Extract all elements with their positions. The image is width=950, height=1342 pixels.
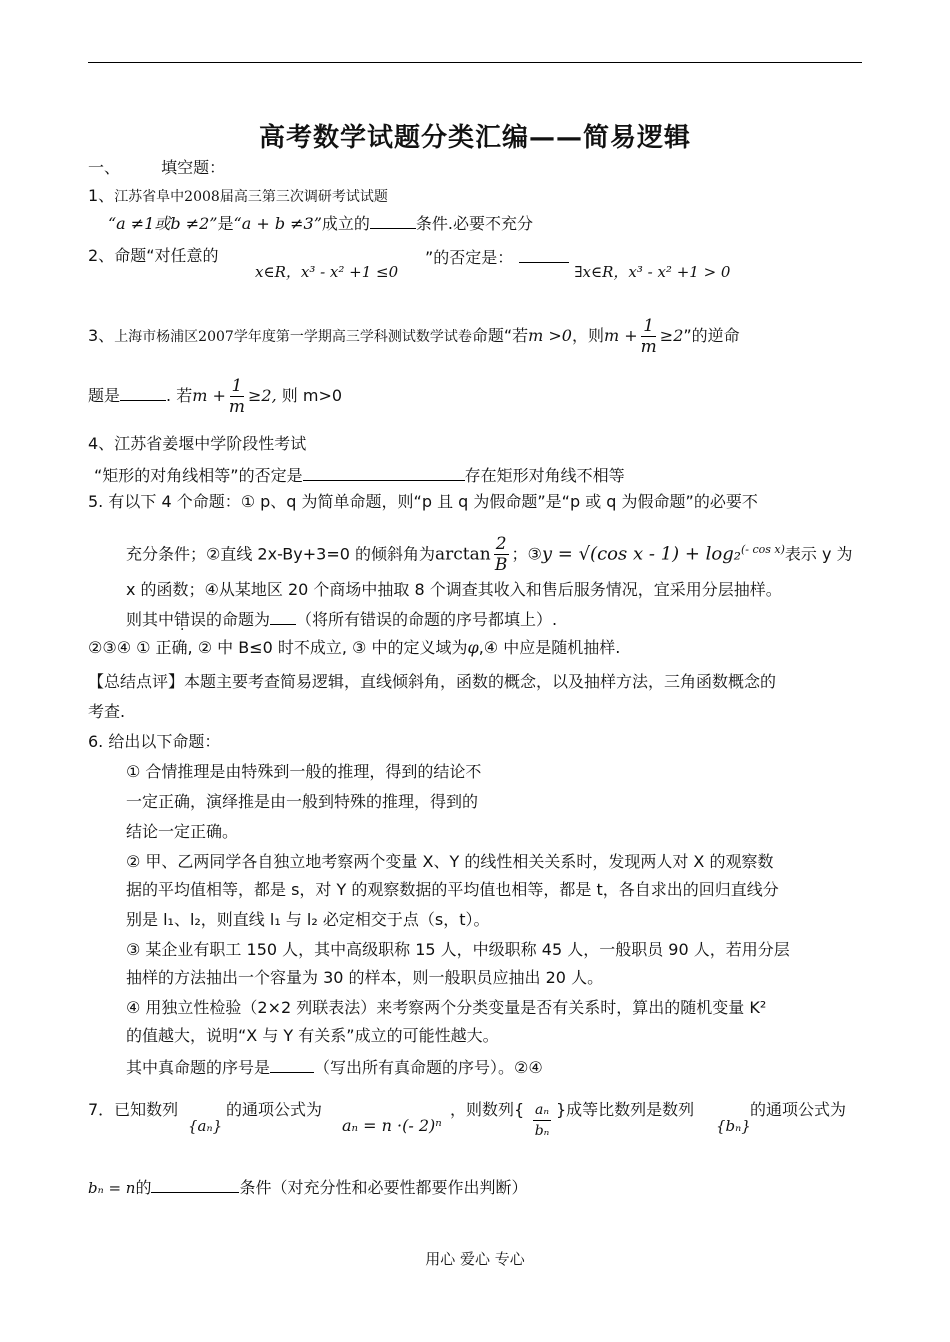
fraction (530, 1100, 554, 1141)
question-text: 条件（对充分性和必要性都要作出判断） (239, 1178, 528, 1197)
phi-symbol: φ (467, 638, 479, 657)
q6-line: 结论一定正确。 (126, 822, 239, 841)
fraction-denominator: m (640, 337, 657, 357)
function-exponent: (- cos x) (740, 543, 785, 556)
question-5-line-1: 5. 有以下 4 个命题：① p、q 为简单命题，则“p 且 q 为假命题”是“p 或 q 为假命题”的必要不 (88, 492, 758, 511)
question-number: 2、 (88, 246, 115, 265)
question-2-tail (425, 246, 731, 281)
expression: m + (603, 326, 638, 345)
sequence-b-formula: bₙ = n (88, 1179, 136, 1197)
fraction-denominator: m (228, 397, 245, 417)
question-5-answer (88, 638, 620, 658)
q6-line: 据的平均值相等，都是 s，对 Y 的观察数据的平均值也相等，都是 t，各自求出的回归直线分 (126, 880, 779, 899)
condition-2: “a + b ≠3” (233, 214, 322, 233)
q6-line: ④ 用独立性检验（2×2 列联表法）来考察两个分类变量是否有关系时，算出的随机变量 K² (126, 998, 767, 1017)
question-text: 是 (217, 214, 234, 233)
question-text: 则其中 (126, 610, 175, 629)
question-text: （写出所有真命题的序号）。 (314, 1058, 515, 1077)
fraction-numerator: 2 (495, 534, 507, 555)
sequence-a: {aₙ} (188, 1117, 223, 1135)
question-source: 上海市杨浦区2007学年度第一学期高三学科测试数学试卷 (114, 329, 472, 345)
q6-line: ① 合情推理是由特殊到一般的推理，得到的结论不 (126, 762, 482, 781)
section-heading (88, 158, 225, 178)
condition: m >0 (528, 326, 572, 345)
answer-blank[interactable] (370, 212, 416, 229)
question-text: 命题“对任意的 (114, 246, 219, 265)
fraction (229, 376, 245, 417)
question-text: ，则 (571, 326, 604, 345)
fraction-denominator: bₙ (534, 1123, 550, 1139)
q6-line: 一定正确，演绎推是由一般到特殊的推理，得到的 (126, 792, 479, 811)
section-number: 一、 (88, 158, 121, 177)
question-text: ”的否定是： (425, 248, 514, 267)
section-label: 填空题： (161, 158, 226, 177)
question-1-body (108, 212, 533, 234)
header-rule (88, 62, 862, 63)
answer-blank[interactable] (151, 1176, 239, 1193)
answer-blank[interactable] (270, 1056, 314, 1073)
answer-text: 则 m>0 (281, 386, 343, 405)
q6-line: 抽样的方法抽出一个容量为 30 的样本，则一般职员应抽出 20 人。 (126, 968, 604, 987)
question-source: 江苏省姜堰中学阶段性考试 (114, 434, 307, 453)
question-3-line-2 (88, 376, 342, 417)
question-text: 命题“若 (471, 326, 529, 345)
question-2-math: x∈R，x³ - x² +1 ≤0 (255, 263, 399, 281)
answer-text: ∃x∈R，x³ - x² +1 > 0 (574, 263, 731, 281)
answer-text: 必要不充分 (453, 214, 534, 233)
condition-1: “a ≠1或b ≠2” (108, 214, 218, 233)
question-text: （将所有错误的命题的序号都填上）. (296, 610, 558, 629)
question-5-line-3: x 的函数；④从某地区 20 个商场中抽取 8 个调查其收入和售后服务情况，宜采用分层抽样。 (126, 580, 782, 599)
answer-text: ②④ (514, 1058, 543, 1077)
question-number: 1、 (88, 186, 115, 205)
q6-answer-line (126, 1056, 543, 1078)
arctan-expression: arctan (435, 544, 491, 565)
answer-blank[interactable] (270, 608, 296, 625)
question-text: ”的逆命 (683, 326, 740, 345)
question-text: 条件. (415, 214, 454, 233)
fraction-numerator: aₙ (533, 1100, 551, 1121)
question-text: 题是 (88, 386, 121, 405)
expression: ≥2 (659, 326, 684, 345)
question-5-comment-2: 考查. (88, 702, 126, 721)
sequence-formula: aₙ = n ·(- 2)ⁿ (342, 1116, 442, 1135)
question-5-line-2 (126, 530, 853, 575)
question-7-line-1 (88, 1100, 178, 1120)
question-text: 的 (135, 1178, 152, 1197)
answer-text: ②③④ ① 正确, ② 中 B≤0 时不成立, ③ 中的定义域为 (88, 638, 468, 657)
question-text: 的通项公式为 (750, 1100, 847, 1119)
question-4-body (94, 464, 625, 486)
answer-text: 存在矩形对角线不相等 (464, 466, 625, 485)
question-4-source (88, 434, 306, 454)
q6-line: ② 甲、乙两同学各自独立地考察两个变量 X、Y 的线性相关关系时，发现两人对 X 的观察数 (126, 852, 774, 871)
fraction-numerator: 1 (643, 316, 655, 336)
page-footer: 用心 爱心 专心 (425, 1250, 525, 1268)
q6-line: 别是 l₁、l₂，则直线 l₁ 与 l₂ 必定相交于点（s，t）。 (126, 910, 490, 929)
question-text: 充分条件；②直线 2x-By+3=0 的倾斜角为 (126, 544, 435, 564)
question-text: 表示 y 为 (784, 544, 853, 564)
sequence-b: {bₙ} (716, 1117, 751, 1135)
answer-blank[interactable] (519, 246, 569, 263)
expression: ≥2, (248, 386, 277, 405)
question-text: 的通项公式为 (226, 1100, 323, 1119)
function-expression: y = √(cos x - 1) + log₂ (541, 543, 741, 565)
fraction-denominator: B (494, 555, 508, 576)
fraction (533, 1100, 551, 1141)
question-5-comment: 【总结点评】本题主要考查简易逻辑，直线倾斜角，函数的概念，以及抽样方法，三角函数概念的 (88, 672, 777, 691)
question-number: 4、 (88, 434, 115, 453)
question-2-body (88, 246, 218, 266)
fraction (494, 534, 509, 575)
q6-line: 的值越大，说明“X 与 Y 有关系”成立的可能性越大。 (126, 1026, 499, 1045)
question-text: ，则数列{ (450, 1100, 525, 1119)
question-source: 江苏省阜中2008届高三第三次调研考试试题 (114, 189, 388, 205)
answer-text: ,④ 中应是随机抽样. (478, 638, 621, 657)
question-6-head: 6. 给出以下命题： (88, 732, 221, 751)
question-1-source (88, 186, 388, 207)
answer-blank[interactable] (303, 464, 465, 481)
fraction (641, 316, 657, 357)
answer-blank[interactable] (120, 384, 166, 401)
question-text: “矩形的对角线相等”的否定是 (94, 466, 303, 485)
question-text: 成立的 (321, 214, 370, 233)
question-3-line-1 (88, 316, 740, 357)
expression: m + (192, 386, 226, 405)
page-title: 高考数学试题分类汇编——简易逻辑 (258, 123, 691, 153)
question-number: 3、 (88, 326, 115, 345)
q6-line: ③ 某企业有职工 150 人，其中高级职称 15 人，中级职称 45 人，一般职员 90 人，若用分层 (126, 940, 790, 959)
question-text: }成等比数列是数列 (556, 1100, 695, 1119)
question-7-line-2 (88, 1176, 527, 1198)
question-text: 7．已知数列 (88, 1100, 179, 1119)
question-text: 其中真命题的序号是 (126, 1058, 271, 1077)
question-text: 误的命题为 (190, 610, 271, 629)
emphasis-text: 错 (174, 610, 191, 629)
fraction-numerator: 1 (231, 376, 243, 396)
question-text: . 若 (166, 386, 193, 405)
question-5-line-4 (126, 608, 557, 630)
question-text: ；③ (511, 544, 542, 564)
